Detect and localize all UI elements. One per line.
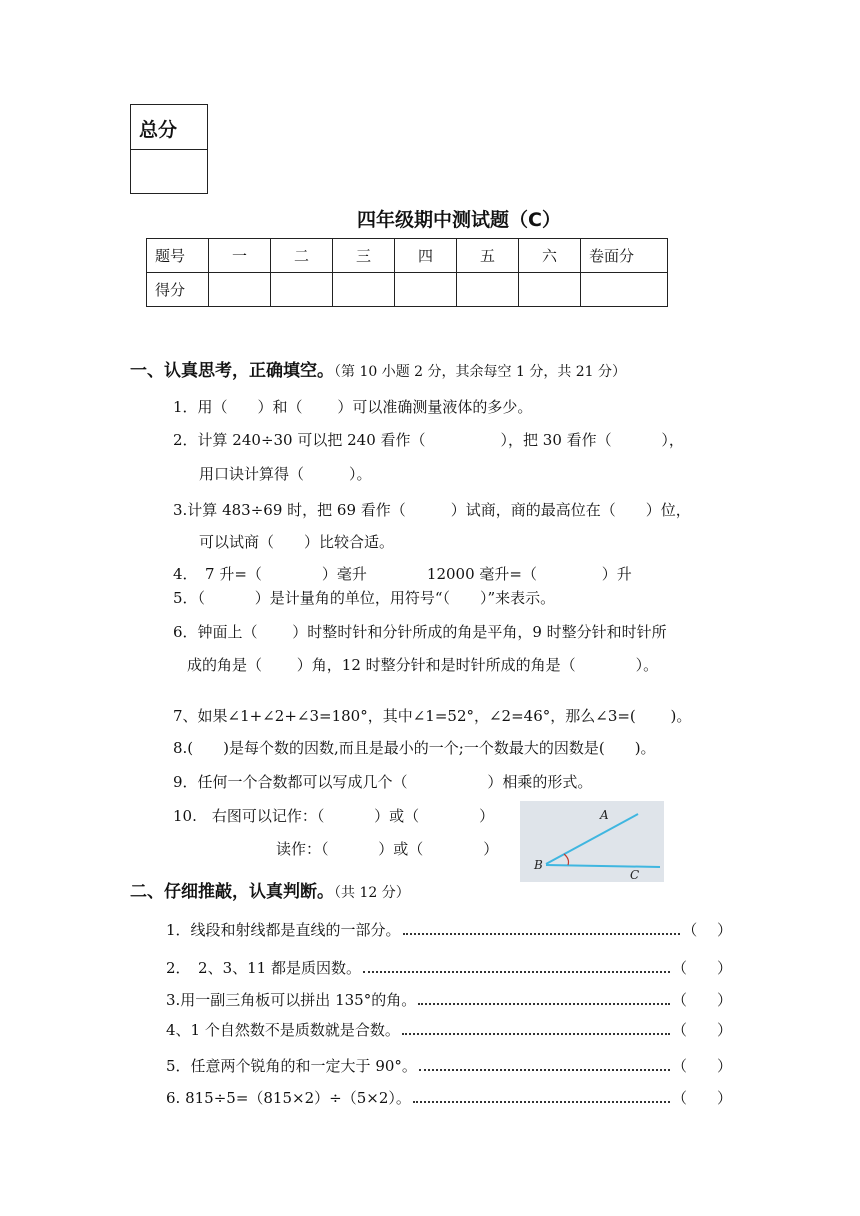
score-input-cell[interactable] [519,273,581,307]
answer-paren[interactable]: （ ） [671,1021,732,1039]
answer-paren[interactable]: （ ） [671,959,732,977]
question-6-line1: 6．钟面上（ ）时整时针和分针所成的角是平角，9 时整分针和时针所 [173,623,667,641]
angle-diagram [520,801,664,882]
answer-paren[interactable]: （ ） [671,1089,732,1107]
question-3-line1: 3.计算 483÷69 时，把 69 看作（ ）试商，商的最高位在（ ）位， [173,501,691,519]
dot-leader [418,1003,670,1005]
answer-paren[interactable]: （ ） [671,991,732,1009]
section2-note: （共 12 分） [334,885,410,901]
score-table-cell: 题号 [147,239,209,273]
section1-title: 一、认真思考，正确填空。 [130,361,334,381]
page-title: 四年级期中测试题（C） [357,209,561,231]
score-input-cell[interactable] [333,273,395,307]
score-table-header-row [147,239,668,273]
dot-leader [363,971,670,973]
dot-leader [403,933,681,935]
total-score-label: 总分 [131,105,207,150]
question-2-line1: 2．计算 240÷30 可以把 240 看作（ ），把 30 看作（ ）， [173,431,684,449]
total-score-box [130,104,208,194]
ray-ba [546,814,638,864]
score-table-cell: 三 [333,239,395,273]
judgement-text: 1．线段和射线都是直线的一部分。 [166,921,401,939]
question-3-line2: 可以试商（ ）比较合适。 [199,533,395,551]
judgement-item [166,1087,732,1108]
score-table-score-row [147,273,668,307]
judgement-text: 3.用一副三角板可以拼出 135°的角。 [166,991,417,1009]
label-c: C [630,868,640,882]
label-b: B [534,858,543,872]
question-10-line2: 读作：（ ）或（ ） [276,840,499,858]
dot-leader [419,1069,670,1071]
judgement-item [166,989,732,1010]
answer-paren[interactable]: （ ） [671,1057,732,1075]
judgement-item [166,919,732,940]
section1-heading [130,356,626,381]
score-input-cell[interactable] [209,273,271,307]
score-table-cell: 卷面分 [581,239,668,273]
judgement-text: 4、1 个自然数不是质数就是合数。 [166,1021,400,1039]
score-table-cell: 四 [395,239,457,273]
score-table-cell: 二 [271,239,333,273]
score-input-cell[interactable] [395,273,457,307]
question-9: 9．任何一个合数都可以写成几个（ ）相乘的形式。 [173,773,593,791]
ray-bc [546,865,660,867]
score-table-cell: 一 [209,239,271,273]
angle-arc [564,854,569,865]
judgement-text: 5．任意两个锐角的和一定大于 90°。 [166,1057,417,1075]
score-input-cell[interactable] [271,273,333,307]
score-table-cell: 五 [457,239,519,273]
answer-paren[interactable]: （ ） [682,921,732,939]
score-table-cell: 六 [519,239,581,273]
score-input-cell[interactable] [581,273,668,307]
question-5: 5．（ ）是计量角的单位，用符号“（ ）”来表示。 [173,589,556,607]
question-10-line1: 10. 右图可以记作：（ ）或（ ） [173,807,495,825]
question-4: 4． 7 升=（ ）毫升 12000 毫升=（ ）升 [173,565,632,583]
section2-title: 二、仔细推敲，认真判断。 [130,882,334,902]
judgement-item [166,1055,732,1076]
judgement-text: 2． 2、3、11 都是质因数。 [166,959,361,977]
question-2-line2: 用口诀计算得（ ）。 [199,465,372,483]
score-table [146,238,668,307]
label-a: A [600,808,609,822]
judgement-text: 6. 815÷5=（815×2）÷（5×2）。 [166,1089,411,1107]
angle-figure [520,801,664,882]
section2-heading [130,877,410,902]
judgement-item [166,957,732,978]
question-1: 1．用（ ）和（ ）可以准确测量液体的多少。 [173,398,533,416]
score-table-cell: 得分 [147,273,209,307]
section1-note: （第 10 小题 2 分，其余每空 1 分，共 21 分） [334,364,627,380]
judgement-item [166,1019,732,1040]
score-input-cell[interactable] [457,273,519,307]
question-7: 7、如果∠1+∠2+∠3=180°，其中∠1=52°，∠2=46°，那么∠3=( )。 [173,707,692,725]
question-8: 8.( )是每个数的因数,而且是最小的一个;一个数最大的因数是( )。 [173,739,656,757]
question-6-line2: 成的角是（ ）角，12 时整分针和是时针所成的角是（ ）。 [187,656,659,674]
dot-leader [402,1033,670,1035]
dot-leader [413,1101,670,1103]
